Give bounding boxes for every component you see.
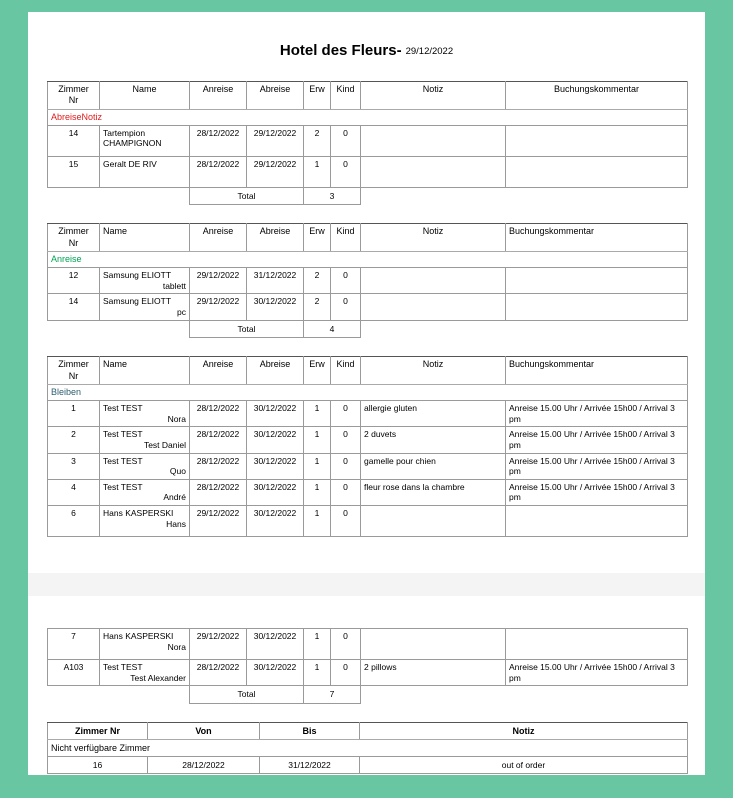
cell-abreise: 31/12/2022: [247, 268, 304, 294]
cell-anreise: 28/12/2022: [190, 660, 247, 686]
cell-kind: 0: [331, 401, 361, 427]
cell-kommentar: [506, 294, 688, 320]
cell-name: [100, 268, 190, 294]
table-header-row: [48, 224, 688, 252]
table-row: [48, 268, 688, 294]
cell-zimmer: 3: [48, 453, 100, 479]
col-zimmer-line2: Nr: [68, 237, 79, 248]
col-erw: Erw: [304, 224, 331, 252]
printed-page-2: [28, 596, 705, 775]
total-spacer-notiz: [361, 320, 506, 338]
cell-zimmer: 2: [48, 427, 100, 453]
col-notiz: Notiz: [361, 224, 506, 252]
section-label-anreise: Anreise: [48, 251, 688, 267]
cell-kind: 0: [331, 453, 361, 479]
cell-erw: 2: [304, 125, 331, 156]
cell-name-first: Nora: [167, 641, 186, 652]
hotel-name: Hotel des Fleurs: [279, 42, 397, 59]
bleiben-rows-page2: [48, 629, 688, 704]
col-buchungskommentar: Buchungskommentar: [506, 82, 688, 110]
cell-name: [100, 401, 190, 427]
cell-notiz: [361, 125, 506, 156]
cell-kommentar: Anreise 15.00 Uhr / Arrivée 15h00 / Arrival 3 pm: [506, 401, 688, 427]
cell-name-last: Tartempion: [103, 127, 146, 138]
section-anreise: [47, 223, 686, 338]
table-row: [48, 294, 688, 320]
total-row: [48, 320, 688, 338]
col-name: Name: [100, 357, 190, 385]
cell-name: [100, 156, 190, 187]
table-header-row: [48, 722, 688, 739]
total-row: [48, 686, 688, 704]
cell-kommentar: Anreise 15.00 Uhr / Arrivée 15h00 / Arrival 3 pm: [506, 479, 688, 505]
cell-erw: 1: [304, 401, 331, 427]
table-header-row: [48, 357, 688, 385]
cell-notiz: out of order: [360, 756, 688, 773]
cell-name-last: Test TEST: [103, 429, 143, 440]
total-spacer-left: [48, 686, 100, 704]
cell-anreise: 29/12/2022: [190, 506, 247, 537]
col-kind: Kind: [331, 224, 361, 252]
table-row: [48, 401, 688, 427]
cell-name-last: Test TEST: [103, 662, 143, 672]
cell-kommentar: [506, 268, 688, 294]
cell-name-first: Quo: [169, 466, 186, 477]
cell-kommentar: [506, 629, 688, 660]
cell-anreise: 28/12/2022: [190, 427, 247, 453]
total-value: 3: [304, 187, 361, 205]
cell-notiz: gamelle pour chien: [361, 453, 506, 479]
col-von: Von: [148, 722, 260, 739]
cell-notiz: [361, 294, 506, 320]
total-spacer-right: [506, 686, 688, 704]
cell-abreise: 30/12/2022: [247, 479, 304, 505]
cell-notiz: fleur rose dans la chambre: [361, 479, 506, 505]
cell-abreise: 30/12/2022: [247, 401, 304, 427]
cell-notiz: [361, 156, 506, 187]
section-label-row: [48, 109, 688, 125]
col-zimmer-line1: Zimmer: [58, 84, 89, 94]
cell-kind: 0: [331, 427, 361, 453]
bleiben-rows-page1: [48, 401, 688, 537]
cell-name-first: tablett: [162, 280, 186, 291]
abreise-notiz-table: [47, 81, 688, 205]
col-abreise: Abreise: [247, 357, 304, 385]
cell-erw: 1: [304, 660, 331, 686]
total-spacer-left: [48, 187, 100, 205]
cell-erw: 1: [304, 427, 331, 453]
section-label-nicht-verfuegbare-zimmer: Nicht verfügbare Zimmer: [48, 739, 688, 756]
table-row: [48, 756, 688, 773]
total-spacer-left: [48, 320, 100, 338]
cell-zimmer: A103: [48, 660, 100, 686]
cell-erw: 2: [304, 294, 331, 320]
cell-zimmer: 12: [48, 268, 100, 294]
report-date: 29/12/2022: [405, 46, 454, 57]
section-abreise-notiz: [47, 81, 686, 205]
cell-erw: 1: [304, 479, 331, 505]
cell-name-first: Hans: [166, 518, 186, 529]
col-name: Name: [100, 224, 190, 252]
total-spacer-name: [100, 187, 190, 205]
cell-kommentar: [506, 125, 688, 156]
cell-kommentar: Anreise 15.00 Uhr / Arrivée 15h00 / Arrival 3 pm: [506, 453, 688, 479]
total-spacer-notiz: [361, 187, 506, 205]
cell-kind: 0: [331, 660, 361, 686]
cell-kommentar: [506, 156, 688, 187]
cell-name-last: Test TEST: [103, 403, 143, 413]
cell-kind: 0: [331, 479, 361, 505]
bleiben-table-part2: [47, 628, 688, 704]
section-bleiben-continued: [47, 628, 686, 704]
cell-anreise: 29/12/2022: [190, 629, 247, 660]
cell-anreise: 28/12/2022: [190, 125, 247, 156]
cell-name: [100, 479, 190, 505]
cell-kind: 0: [331, 156, 361, 187]
cell-zimmer: 7: [48, 629, 100, 660]
page-title: [47, 42, 686, 59]
cell-kommentar: Anreise 15.00 Uhr / Arrivée 15h00 / Arrival 3 pm: [506, 660, 688, 686]
nicht-verfuegbare-zimmer-table: [47, 722, 688, 774]
cell-notiz: 2 pillows: [361, 660, 506, 686]
cell-name: [100, 125, 190, 156]
section-bleiben: [47, 356, 686, 537]
col-zimmer-nr: [48, 82, 100, 110]
cell-erw: 1: [304, 506, 331, 537]
cell-kind: 0: [331, 506, 361, 537]
total-spacer-right: [506, 320, 688, 338]
cell-abreise: 30/12/2022: [247, 629, 304, 660]
cell-kind: 0: [331, 125, 361, 156]
cell-erw: 2: [304, 268, 331, 294]
col-erw: Erw: [304, 82, 331, 110]
cell-kommentar: Anreise 15.00 Uhr / Arrivée 15h00 / Arrival 3 pm: [506, 427, 688, 453]
cell-anreise: 28/12/2022: [190, 479, 247, 505]
cell-name-last: Samsung ELIOTT: [103, 296, 172, 307]
cell-name: [100, 629, 190, 660]
cell-name-last: Test TEST: [103, 481, 143, 492]
section-label-abreise-notiz: AbreiseNotiz: [48, 109, 688, 125]
col-kind: Kind: [331, 357, 361, 385]
cell-name-first: pc: [177, 307, 186, 317]
cell-zimmer: 4: [48, 479, 100, 505]
cell-anreise: 28/12/2022: [190, 401, 247, 427]
col-kind: Kind: [331, 82, 361, 110]
cell-abreise: 30/12/2022: [247, 660, 304, 686]
total-spacer-name: [100, 320, 190, 338]
cell-erw: 1: [304, 629, 331, 660]
col-buchungskommentar: Buchungskommentar: [506, 224, 688, 252]
cell-kind: 0: [331, 629, 361, 660]
cell-name-last: Test TEST: [103, 455, 143, 466]
table-row: [48, 427, 688, 453]
cell-notiz: [361, 506, 506, 537]
col-abreise: Abreise: [247, 82, 304, 110]
cell-zimmer: 1: [48, 401, 100, 427]
cell-notiz: [361, 629, 506, 660]
col-anreise: Anreise: [190, 357, 247, 385]
cell-abreise: 30/12/2022: [247, 453, 304, 479]
cell-zimmer: 16: [48, 756, 148, 773]
section-nicht-verfuegbare-zimmer: [47, 722, 686, 774]
cell-name-first: Test Alexander: [130, 672, 186, 683]
cell-zimmer: 6: [48, 506, 100, 537]
cell-name: [100, 453, 190, 479]
col-zimmer-line2: Nr: [68, 95, 79, 106]
col-zimmer-line1: Zimmer: [58, 359, 89, 370]
cell-notiz: allergie gluten: [361, 401, 506, 427]
total-value: 7: [304, 686, 361, 704]
section-label-row: [48, 251, 688, 267]
cell-notiz: [361, 268, 506, 294]
section-label-bleiben: Bleiben: [48, 384, 688, 400]
cell-abreise: 30/12/2022: [247, 294, 304, 320]
cell-bis: 31/12/2022: [260, 756, 360, 773]
cell-erw: 1: [304, 156, 331, 187]
table-row: [48, 660, 688, 686]
cell-name-first: CHAMPIGNON: [103, 138, 162, 149]
cell-notiz: 2 duvets: [361, 427, 506, 453]
cell-zimmer: 15: [48, 156, 100, 187]
cell-kommentar: [506, 506, 688, 537]
cell-name: [100, 506, 190, 537]
cell-name-first: Test Daniel: [143, 439, 186, 450]
cell-name-last: Hans KASPERSKI: [103, 631, 174, 641]
document-viewport: [28, 12, 705, 775]
cell-von: 28/12/2022: [148, 756, 260, 773]
page-break-gap: [28, 573, 705, 596]
total-spacer-right: [506, 187, 688, 205]
cell-name: [100, 660, 190, 686]
section-label-row: [48, 384, 688, 400]
col-erw: Erw: [304, 357, 331, 385]
cell-anreise: 28/12/2022: [190, 156, 247, 187]
total-label: Total: [190, 187, 304, 205]
cell-abreise: 30/12/2022: [247, 427, 304, 453]
cell-abreise: 29/12/2022: [247, 125, 304, 156]
table-row: [48, 125, 688, 156]
cell-anreise: 28/12/2022: [190, 453, 247, 479]
anreise-table: [47, 223, 688, 338]
cell-zimmer: 14: [48, 125, 100, 156]
cell-name-last: Samsung ELIOTT: [103, 270, 172, 281]
table-row: [48, 479, 688, 505]
col-anreise: Anreise: [190, 82, 247, 110]
total-spacer-notiz: [361, 686, 506, 704]
table-row: [48, 629, 688, 660]
cell-zimmer: 14: [48, 294, 100, 320]
cell-name-first: André: [163, 492, 186, 503]
section-label-row: [48, 739, 688, 756]
col-zimmer-line2: Nr: [68, 370, 79, 381]
table-row: [48, 506, 688, 537]
col-zimmer-nr: Zimmer Nr: [48, 722, 148, 739]
cell-kind: 0: [331, 268, 361, 294]
col-abreise: Abreise: [247, 224, 304, 252]
col-buchungskommentar: Buchungskommentar: [506, 357, 688, 385]
col-zimmer-nr: [48, 224, 100, 252]
title-separator: -: [396, 42, 402, 59]
cell-name-last: Hans KASPERSKI: [103, 508, 174, 518]
table-row: [48, 156, 688, 187]
total-label: Total: [190, 686, 304, 704]
cell-abreise: 29/12/2022: [247, 156, 304, 187]
cell-kind: 0: [331, 294, 361, 320]
table-row: [48, 453, 688, 479]
col-zimmer-line1: Zimmer: [58, 226, 89, 237]
total-spacer-name: [100, 686, 190, 704]
col-notiz: Notiz: [360, 722, 688, 739]
cell-erw: 1: [304, 453, 331, 479]
col-zimmer-nr: [48, 357, 100, 385]
cell-name-last: Geralt DE RIV: [103, 158, 157, 169]
col-name: Name: [100, 82, 190, 110]
bleiben-table-part1: [47, 356, 688, 537]
printed-page-1: [28, 12, 705, 573]
total-label: Total: [190, 320, 304, 338]
col-anreise: Anreise: [190, 224, 247, 252]
cell-anreise: 29/12/2022: [190, 268, 247, 294]
total-row: [48, 187, 688, 205]
cell-abreise: 30/12/2022: [247, 506, 304, 537]
cell-name-first: Nora: [167, 413, 186, 424]
total-value: 4: [304, 320, 361, 338]
table-header-row: [48, 82, 688, 110]
cell-name: [100, 427, 190, 453]
cell-anreise: 29/12/2022: [190, 294, 247, 320]
col-bis: Bis: [260, 722, 360, 739]
col-notiz: Notiz: [361, 82, 506, 110]
col-notiz: Notiz: [361, 357, 506, 385]
cell-name: [100, 294, 190, 320]
